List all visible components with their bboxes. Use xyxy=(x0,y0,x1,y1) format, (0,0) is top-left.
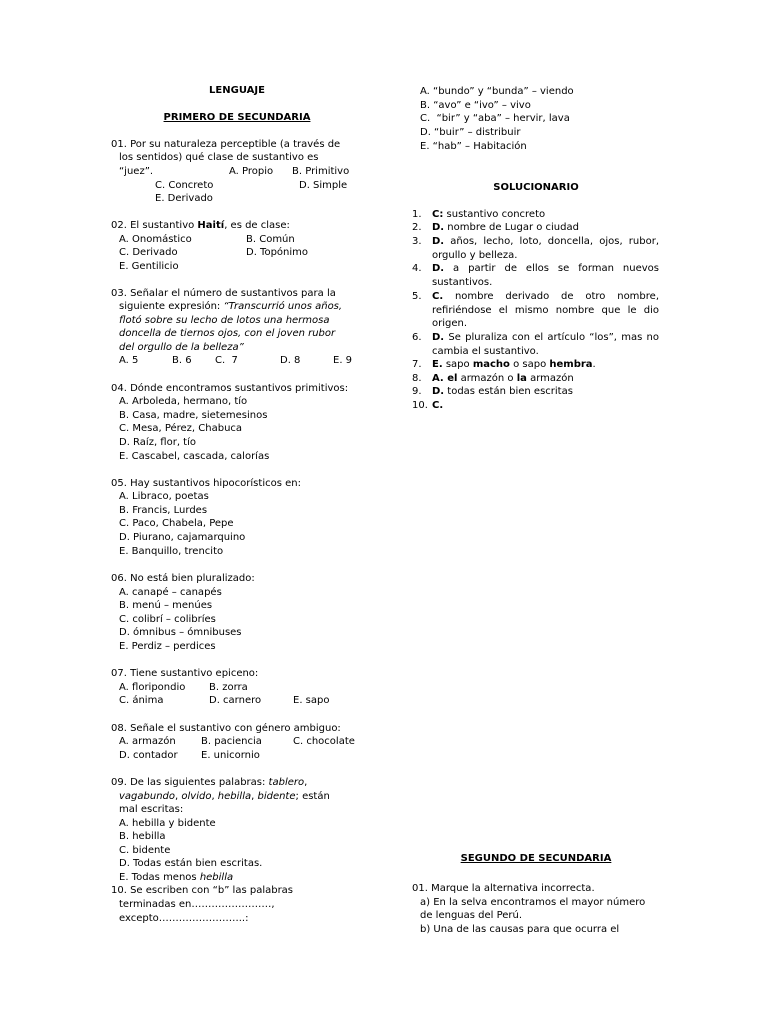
answer-explanation: sapo xyxy=(442,359,473,370)
option-e: E. Gentilicio xyxy=(119,261,179,272)
quoted-expression: del orgullo de la belleza” xyxy=(119,342,244,353)
option-e: E. Perdiz – perdices xyxy=(119,641,216,652)
option-e: E. sapo xyxy=(293,695,330,706)
answer-explanation: . xyxy=(592,359,596,370)
option-d: D. Simple xyxy=(299,180,348,191)
question-text: los sentidos) qué clase de sustantivo es xyxy=(119,152,319,163)
option-c: C. chocolate xyxy=(293,736,355,747)
answer-letter: D. xyxy=(432,332,445,343)
question-text-part: , xyxy=(304,777,308,788)
answer-text xyxy=(432,208,659,222)
option-e: E. Cascabel, cascada, calorías xyxy=(119,451,270,462)
option-b: B. menú – menúes xyxy=(119,600,213,611)
answer-explanation: años, lecho, loto, doncella, ojos, rubor, orgullo y belleza. xyxy=(432,236,659,261)
answer-number: 5. xyxy=(412,291,422,302)
option-a: A. Propio xyxy=(229,166,274,177)
answer-keyword: macho xyxy=(472,359,510,370)
word-item: hebilla xyxy=(199,872,234,883)
question-text xyxy=(111,776,307,790)
answer-number: 1. xyxy=(412,209,422,220)
answer-key-title: SOLUCIONARIO xyxy=(493,182,579,193)
answer-number: 3. xyxy=(412,236,422,247)
question-text: 06. No está bien pluralizado: xyxy=(111,573,255,584)
option-b: B. Primitivo xyxy=(292,166,350,177)
question-text-part: ; están xyxy=(295,791,330,802)
option-e xyxy=(119,871,233,885)
answer-text xyxy=(432,331,659,358)
answer-keyword: hembra xyxy=(549,359,593,370)
option-a: A. “bundo” y “bunda” – viendo xyxy=(420,86,574,97)
option-c: C. “bir” y “aba” – hervir, lava xyxy=(420,113,570,124)
option-d: D. ómnibus – ómnibuses xyxy=(119,627,242,638)
question-text: “juez”. xyxy=(119,166,154,177)
answer-explanation: sustantivo concreto xyxy=(443,209,546,220)
question-text: 08. Señale el sustantivo con género ambiguo: xyxy=(111,723,341,734)
option-d: D. 8 xyxy=(280,355,301,366)
option-a: A. hebilla y bidente xyxy=(119,818,216,829)
option-d: D. Piurano, cajamarquino xyxy=(119,532,246,543)
question-text: 05. Hay sustantivos hipocorísticos en: xyxy=(111,478,301,489)
question-text: mal escritas: xyxy=(119,804,184,815)
question-text-part: , es de clase: xyxy=(224,220,290,231)
answer-letter: C. xyxy=(432,291,444,302)
answer-text xyxy=(432,235,659,262)
answer-text xyxy=(432,372,659,386)
option-c: C. Derivado xyxy=(119,247,178,258)
question-text xyxy=(111,219,290,233)
answer-letter: D. xyxy=(432,236,445,247)
question-text-part: , xyxy=(211,791,218,802)
answer-letter: E. xyxy=(432,359,443,370)
answer-letter: D. xyxy=(432,386,445,397)
question-text-part: , xyxy=(251,791,258,802)
answer-text xyxy=(432,358,659,372)
question-text xyxy=(119,790,330,804)
answer-explanation: nombre derivado de otro nombre, refiriéndose el mismo nombre que le dio origen. xyxy=(432,291,659,330)
option-e: E. “hab” – Habitación xyxy=(420,141,527,152)
answer-number: 4. xyxy=(412,263,422,274)
question-text: excepto……………………..: xyxy=(119,913,249,924)
option-a: A. 5 xyxy=(119,355,139,366)
answer-text xyxy=(432,262,659,289)
option-a: A. floripondio xyxy=(119,682,186,693)
option-text-part: E. Todas menos xyxy=(119,872,200,883)
answer-explanation: o sapo xyxy=(509,359,550,370)
option-b: B. paciencia xyxy=(201,736,262,747)
answer-explanation: Se pluraliza con el artículo “los”, mas no cambia el sustantivo. xyxy=(432,332,659,357)
option-d: D. “buir” – distribuir xyxy=(420,127,521,138)
answer-text xyxy=(432,290,659,331)
option-a: A. Libraco, poetas xyxy=(119,491,209,502)
question-text: 10. Se escriben con “b” las palabras xyxy=(111,885,294,896)
answer-number: 9. xyxy=(412,386,422,397)
option-e: E. Banquillo, trencito xyxy=(119,546,224,557)
option-b: B. 6 xyxy=(172,355,192,366)
question-keyword: Haití xyxy=(197,220,225,231)
answer-explanation: a partir de ellos se forman nuevos sustantivos. xyxy=(432,263,659,288)
answer-explanation: todas están bien escritas xyxy=(444,386,573,397)
answer-number: 7. xyxy=(412,359,422,370)
option-a: A. armazón xyxy=(119,736,176,747)
option-e: E. Derivado xyxy=(155,193,213,204)
answer-letter: D. xyxy=(432,222,445,233)
word-item: tablero xyxy=(268,777,305,788)
answer-letter: C. xyxy=(432,400,444,411)
question-text-part: siguiente expresión: xyxy=(119,301,224,312)
question-text: 01. Marque la alternativa incorrecta. xyxy=(412,883,595,894)
option-b: B. “avo” e “ivo” – vivo xyxy=(420,100,531,111)
answer-number: 2. xyxy=(412,222,422,233)
question-text-part: , xyxy=(175,791,182,802)
option-c: C. ánima xyxy=(119,695,164,706)
answer-text xyxy=(432,385,659,399)
option-d: D. Todas están bien escritas. xyxy=(119,858,263,869)
option-a: a) En la selva encontramos el mayor número xyxy=(420,897,646,908)
option-d: D. contador xyxy=(119,750,178,761)
option-b: b) Una de las causas para que ocurra el xyxy=(420,924,620,935)
quoted-expression: flotó sobre su lecho de lotos una hermosa xyxy=(119,315,330,326)
quoted-expression: doncella de tiernos ojos, con el joven rubor xyxy=(119,328,336,339)
answer-explanation: nombre de Lugar o ciudad xyxy=(444,222,579,233)
word-item: bidente xyxy=(257,791,296,802)
question-text-part: 09. De las siguientes palabras: xyxy=(111,777,269,788)
answer-number: 8. xyxy=(412,373,422,384)
word-item: olvido xyxy=(181,791,212,802)
option-a: A. Onomástico xyxy=(119,234,192,245)
question-text: 03. Señalar el número de sustantivos para la xyxy=(111,288,336,299)
question-text: 01. Por su naturaleza perceptible (a través de xyxy=(111,139,341,150)
option-c: C. Mesa, Pérez, Chabuca xyxy=(119,423,243,434)
word-item: hebilla xyxy=(217,791,252,802)
option-b: B. Francis, Lurdes xyxy=(119,505,208,516)
option-a: A. Arboleda, hermano, tío xyxy=(119,396,248,407)
question-text: terminadas en……………………, xyxy=(119,899,275,910)
answer-text xyxy=(432,221,659,235)
option-d: D. Raíz, flor, tío xyxy=(119,437,197,448)
question-text: 07. Tiene sustantivo epiceno: xyxy=(111,668,259,679)
option-c: C. Concreto xyxy=(155,180,214,191)
option-c: C. colibrí – colibríes xyxy=(119,614,216,625)
question-text: 04. Dónde encontramos sustantivos primitivos: xyxy=(111,383,349,394)
option-c: C. Paco, Chabela, Pepe xyxy=(119,518,234,529)
option-b: B. Casa, madre, sietemesinos xyxy=(119,410,268,421)
answer-number: 10. xyxy=(412,400,428,411)
option-b: B. hebilla xyxy=(119,831,166,842)
section-title-segundo: SEGUNDO DE SECUNDARIA xyxy=(460,853,612,864)
answer-letter: A. el xyxy=(432,373,458,384)
option-b: B. Común xyxy=(246,234,295,245)
section-title-primero: PRIMERO DE SECUNDARIA xyxy=(163,112,311,123)
option-e: E. unicornio xyxy=(201,750,260,761)
option-a: A. canapé – canapés xyxy=(119,587,222,598)
answer-letter: D. xyxy=(432,263,445,274)
option-b: B. zorra xyxy=(209,682,248,693)
question-text xyxy=(119,300,342,314)
option-e: E. 9 xyxy=(333,355,353,366)
option-d: D. Topónimo xyxy=(246,247,309,258)
quoted-expression: “Transcurrió unos años, xyxy=(223,301,343,312)
question-text-part: 02. El sustantivo xyxy=(111,220,198,231)
answer-explanation: armazón o xyxy=(457,373,517,384)
option-c: C. 7 xyxy=(215,355,238,366)
document-title: LENGUAJE xyxy=(209,85,265,96)
answer-letter: C: xyxy=(432,209,444,220)
answer-number: 6. xyxy=(412,332,422,343)
option-a-cont: de lenguas del Perú. xyxy=(420,910,523,921)
option-d: D. carnero xyxy=(209,695,262,706)
answer-explanation: armazón xyxy=(526,373,574,384)
option-c: C. bidente xyxy=(119,845,171,856)
answer-text xyxy=(432,399,659,413)
word-item: vagabundo xyxy=(119,791,176,802)
answer-keyword: la xyxy=(516,373,527,384)
